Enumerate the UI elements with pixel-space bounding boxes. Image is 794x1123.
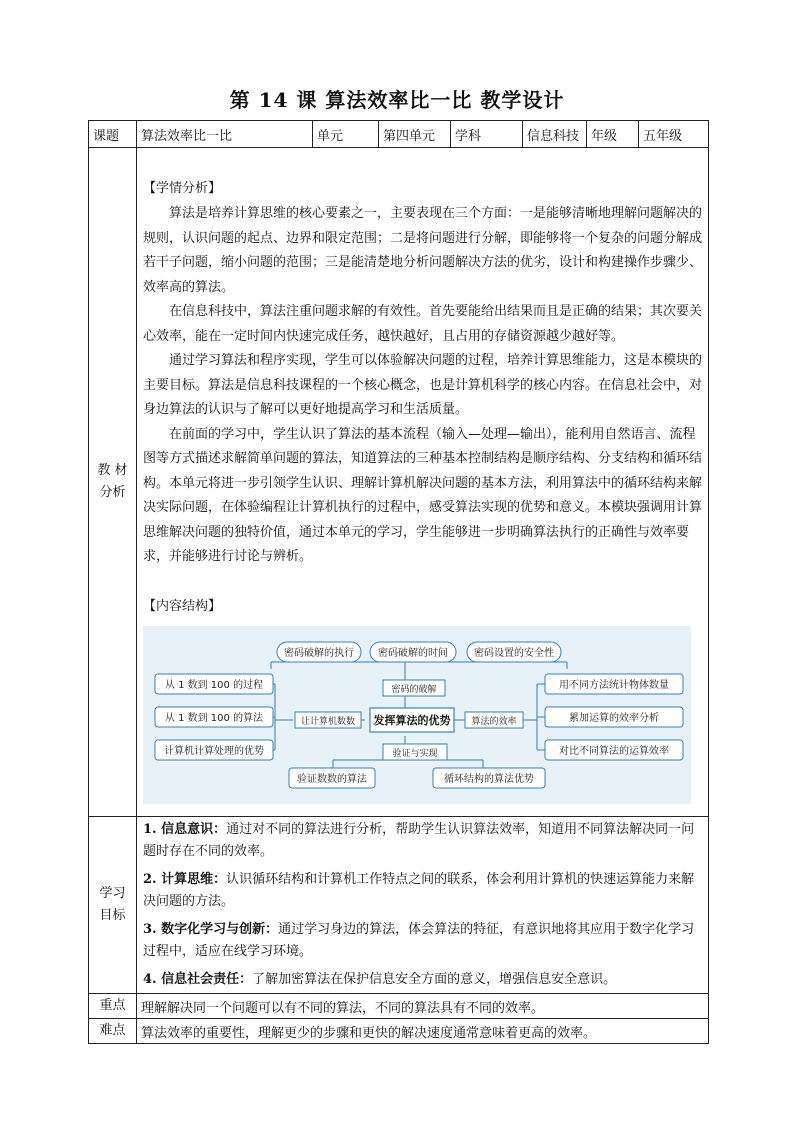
node-left-0: 从 1 数到 100 的过程 — [164, 679, 264, 691]
diagram-top-nodes — [277, 642, 561, 662]
analysis-paragraph: 通过学习算法和程序实现，学生可以体验解决问题的过程，培养计算思维能力，这是本模块的主要目标。算法是信息科技课程的一个核心概念，也是计算机科学的核心内容。在信息社会中，对身边算法的认识与了解可以更好地提高学习和生活质量。 — [143, 353, 703, 417]
goal-head: 1. 信息意识： — [143, 822, 227, 837]
node-left-2: 计算机计算处理的优势 — [164, 745, 264, 757]
analysis-row — [89, 148, 709, 817]
key-point-label: 重点 — [89, 994, 137, 1019]
goal-head: 4. 信息社会责任： — [143, 972, 253, 987]
goals-label — [89, 817, 137, 994]
analysis-label-line1: 教 材 — [97, 463, 128, 478]
goals-content — [137, 817, 709, 994]
analysis-content — [137, 148, 709, 817]
node-center: 发挥算法的优势 — [373, 713, 451, 727]
content-structure-diagram — [143, 626, 691, 804]
subject-value: 信息科技 — [523, 121, 587, 148]
analysis-label-line2: 分析 — [99, 485, 126, 500]
node-top-2: 密码设置的安全性 — [474, 647, 554, 659]
unit-label: 单元 — [313, 121, 379, 148]
key-point-text: 理解解决同一个问题可以有不同的算法，不同的算法具有不同的效率。 — [137, 994, 709, 1019]
header-row — [89, 121, 709, 148]
goal-item — [143, 919, 702, 963]
grade-value: 五年级 — [639, 121, 709, 148]
goal-item — [143, 969, 702, 991]
section-title-structure: 【内容结构】 — [143, 598, 222, 614]
node-top-1: 密码破解的时间 — [378, 647, 448, 659]
goal-item — [143, 819, 702, 863]
goals-label-line2: 目标 — [99, 908, 126, 923]
analysis-paragraph: 在信息科技中，算法注重问题求解的有效性。首先要能给出结果而且是正确的结果；其次要关心效率，能在一定时间内快速完成任务，越快越好，且占用的存储资源越少越好等。 — [143, 304, 703, 344]
diagram-right-nodes — [545, 674, 683, 760]
link-bottom: 验证与实现 — [392, 748, 438, 759]
goal-head: 3. 数字化学习与创新： — [143, 922, 279, 937]
concept-map — [143, 626, 691, 804]
node-bottom-1: 循环结构的算法优势 — [444, 773, 534, 785]
node-top-0: 密码破解的执行 — [284, 647, 354, 659]
difficulty-text: 算法效率的重要性，理解更少的步骤和更快的解决速度通常意味着更高的效率。 — [137, 1019, 709, 1044]
analysis-label — [89, 148, 137, 817]
topic-value: 算法效率比一比 — [137, 121, 313, 148]
analysis-paragraph: 在前面的学习中，学生认识了算法的基本流程（输入—处理—输出），能利用自然语言、流程图等方式描述求解简单问题的算法，知道算法的三种基本控制结构是顺序结构、分支结构和循环结构。本单元将进一步引领学生认识、理解计算机解决问题的基本方法，利用算法中的循环结构来解决实际问题，在体验编程让计算机执行的过程中，感受算法实现的优势和意义。本模块强调用计算思维解决问题的独特价值，通过本单元的学习，学生能够进一步明确算法执行的正确性与效率要求，并能够进行讨论与辨析。 — [143, 426, 703, 564]
diagram-left-nodes — [155, 674, 273, 760]
goals-row — [89, 817, 709, 994]
goal-item — [143, 869, 702, 913]
goal-text: 通过学习身边的算法，体会算法的特征，有意识地将其应用于数字化学习过程中，适应在线学习环境。 — [143, 922, 695, 959]
diagram-bottom-nodes — [289, 768, 545, 788]
page-title: 第 14 课 算法效率比一比 教学设计 — [229, 88, 565, 112]
key-point-row — [89, 994, 709, 1019]
node-right-0: 用不同方法统计物体数量 — [559, 679, 669, 691]
node-bottom-0: 验证数数的算法 — [297, 773, 367, 785]
unit-value: 第四单元 — [379, 121, 451, 148]
goals-label-line1: 学习 — [99, 886, 126, 901]
difficulty-row — [89, 1019, 709, 1044]
goal-head: 2. 计算思维： — [143, 872, 227, 887]
goal-text: 通过对不同的算法进行分析，帮助学生认识算法效率，知道用不同算法解决同一问题时存在不同的效率。 — [143, 822, 695, 859]
goal-text: 认识循环结构和计算机工作特点之间的联系，体会利用计算机的快速运算能力来解决问题的方法。 — [143, 872, 695, 909]
node-right-1: 累加运算的效率分析 — [569, 712, 659, 724]
link-right: 算法的效率 — [471, 716, 517, 727]
node-left-1: 从 1 数到 100 的算法 — [164, 712, 264, 724]
link-top: 密码的破解 — [391, 684, 437, 695]
analysis-paragraph: 算法是培养计算思维的核心要素之一，主要表现在三个方面：一是能够清晰地理解问题解决的规则，认识问题的起点、边界和限定范围；二是将问题进行分解，即能够将一个复杂的问题分解成若干子问题，缩小问题的范围；三是能清楚地分析问题解决方法的优劣，设计和构建操作步骤少、效率高的算法。 — [143, 206, 703, 295]
topic-label: 课题 — [89, 121, 137, 148]
section-title-learning: 【学情分析】 — [143, 181, 222, 196]
lesson-plan-table — [88, 120, 709, 1044]
node-right-2: 对比不同算法的运算效率 — [559, 745, 669, 757]
link-left: 让计算机数数 — [300, 716, 356, 727]
grade-label: 年级 — [587, 121, 639, 148]
subject-label: 学科 — [451, 121, 523, 148]
goal-text: 了解加密算法在保护信息安全方面的意义，增强信息安全意识。 — [252, 972, 617, 987]
difficulty-label: 难点 — [89, 1019, 137, 1044]
